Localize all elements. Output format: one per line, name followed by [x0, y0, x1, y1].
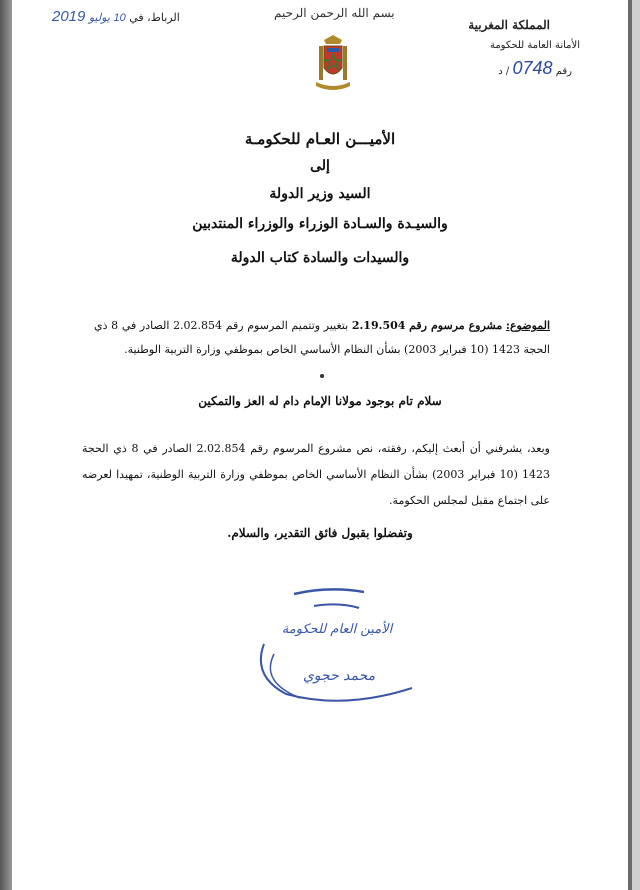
date-day: 10 — [113, 12, 126, 24]
date-year: 2019 — [52, 8, 86, 25]
date-month: يوليو — [88, 12, 110, 24]
signatory-title: الأمين العام للحكومة — [281, 622, 393, 637]
body-paragraph: وبعد، يشرفني أن أبعث إليكم، رفقته، نص مشروع المرسوم رقم 2.02.854 الصادر في 8 ذي الحجة 1423 (10 فبراير 2003) بشأن النظام الأساسي الخاص بموظفي وزارة التربية الوطنية، تمهيدا لعرضه على اجتماع مقبل لمجلس الحكومة. — [82, 442, 551, 507]
kingdom-label: المملكة المغربية — [468, 18, 550, 32]
subject-decree-number: 2.19.504 — [351, 319, 406, 332]
reference-suffix: / د — [498, 66, 510, 77]
subject-label: الموضوع: — [505, 319, 551, 332]
subject-paragraph — [94, 314, 550, 362]
addressee-line-1: السيد وزير الدولة — [269, 186, 371, 202]
signature-icon — [234, 584, 444, 714]
salutation: سلام تام بوجود مولانا الإمام دام له العز والتمكين — [198, 394, 442, 408]
page-right-edge — [632, 0, 640, 890]
page-edge-shadow — [0, 0, 12, 890]
subject-part-2: بتغيير وتتميم المرسوم رقم 2.02.854 الصادر في 8 ذي الحجة 1423 (10 فبراير 2003) بشأن النظام الأساسي الخاص بموظفي وزارة التربية الوطنية. — [94, 319, 550, 356]
reference-line — [498, 58, 572, 79]
addressee-to: إلى — [310, 158, 330, 174]
addressee-line-3: والسيدات والسادة كتاب الدولة — [230, 250, 410, 266]
secretariat-label: الأمانة العامة للحكومة — [489, 40, 580, 51]
letter-page — [12, 0, 628, 890]
reference-number: 0748 — [512, 58, 553, 78]
reference-label: رقم — [555, 66, 572, 77]
subject-part-1: مشروع مرسوم رقم — [409, 319, 503, 332]
basmala: بسم الله الرحمن الرحيم — [274, 6, 395, 20]
sender-title: الأميـــن العـام للحكومـة — [244, 130, 396, 148]
closing-line: وتفضلوا بقبول فائق التقدير، والسلام. — [227, 526, 413, 540]
separator-dot — [320, 374, 324, 378]
date-line — [52, 8, 180, 25]
coat-of-arms-icon — [310, 34, 356, 94]
date-label: الرباط، في — [129, 11, 180, 24]
addressee-line-2: والسيـدة والسـادة الوزراء والوزراء المنتدبين — [192, 216, 448, 232]
signatory-name: محمد حجوي — [302, 668, 376, 684]
